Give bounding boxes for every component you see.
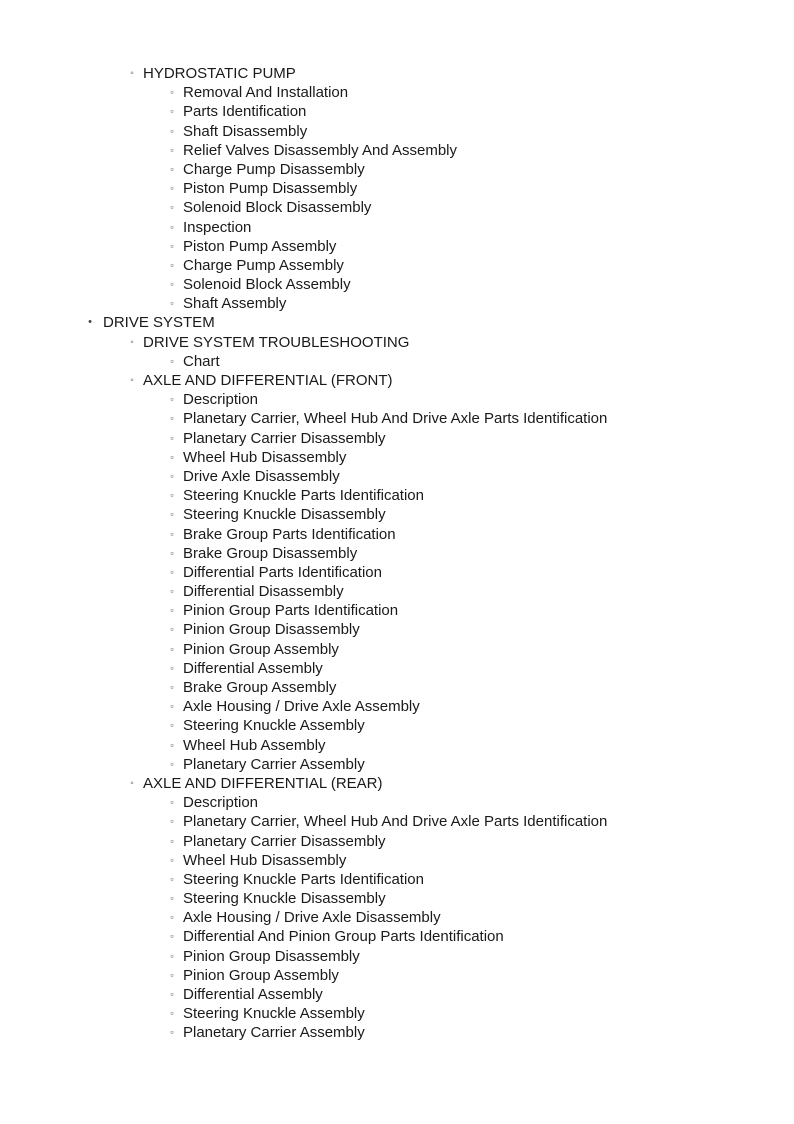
toc-entry[interactable] [0, 486, 794, 505]
toc-subsection[interactable] [0, 371, 794, 390]
bullet-icon: ▫ [170, 547, 174, 558]
bullet-icon: ▫ [170, 413, 174, 424]
toc-entry[interactable] [0, 467, 794, 486]
toc-entry-label: Brake Group Parts Identification [183, 525, 396, 543]
toc-entry-label: Brake Group Assembly [183, 679, 337, 696]
toc-entry-label: Planetary Carrier, Wheel Hub And Drive Axle Parts Identification [183, 813, 608, 831]
toc-entry-label: AXLE AND DIFFERENTIAL (REAR) [143, 774, 383, 792]
toc-entry[interactable] [0, 294, 794, 313]
toc-entry[interactable] [0, 237, 794, 256]
toc-entry-label: Piston Pump Disassembly [183, 180, 358, 198]
bullet-icon: ▫ [170, 144, 174, 155]
bullet-icon: ▫ [170, 1008, 174, 1019]
bullet-icon: ▫ [170, 624, 174, 635]
toc-entry[interactable] [0, 275, 794, 294]
toc-entry-label: Solenoid Block Disassembly [183, 199, 372, 217]
toc-entry[interactable] [0, 1023, 794, 1042]
toc-entry-label: Removal And Installation [183, 84, 349, 102]
toc-entry-label: Wheel Hub Disassembly [183, 851, 347, 869]
toc-entry-label: Planetary Carrier Disassembly [183, 429, 386, 447]
toc-subsection[interactable] [0, 64, 794, 83]
bullet-icon: ◦ [130, 777, 134, 789]
bullet-icon: ▫ [170, 643, 174, 654]
bullet-icon: ◦ [130, 336, 134, 348]
bullet-icon: ▫ [170, 835, 174, 846]
toc-entry-label: Planetary Carrier, Wheel Hub And Drive Axle Parts Identification [183, 410, 608, 428]
bullet-icon: ▫ [170, 163, 174, 174]
bullet-icon: ▫ [170, 106, 174, 117]
toc-entry[interactable] [0, 198, 794, 217]
toc-entry-label: Piston Pump Assembly [183, 237, 337, 255]
toc-entry[interactable] [0, 812, 794, 831]
toc-entry[interactable] [0, 927, 794, 946]
toc-entry-label: AXLE AND DIFFERENTIAL (FRONT) [143, 372, 393, 389]
bullet-icon: • [88, 316, 92, 329]
toc-entry[interactable] [0, 793, 794, 812]
toc-entry[interactable] [0, 582, 794, 601]
bullet-icon: ▫ [170, 240, 174, 251]
toc-entry[interactable] [0, 678, 794, 697]
toc-entry-label: Chart [183, 352, 220, 370]
toc-entry[interactable] [0, 448, 794, 467]
toc-entry-label: Differential Parts Identification [183, 563, 382, 581]
bullet-icon: ▫ [170, 662, 174, 673]
toc-entry[interactable] [0, 908, 794, 927]
toc-entry[interactable] [0, 659, 794, 678]
bullet-icon: ▫ [170, 298, 174, 309]
bullet-icon: ◦ [130, 68, 134, 79]
bullet-icon: ▫ [170, 566, 174, 577]
bullet-icon: ▫ [170, 873, 174, 884]
bullet-icon: ▫ [170, 183, 174, 194]
bullet-icon: ◦ [130, 375, 134, 386]
toc-entry[interactable] [0, 985, 794, 1004]
toc-entry[interactable] [0, 505, 794, 524]
toc-entry[interactable] [0, 697, 794, 716]
bullet-icon: ▫ [170, 989, 174, 999]
toc-entry[interactable] [0, 889, 794, 908]
toc-entry[interactable] [0, 525, 794, 544]
bullet-icon: ▫ [170, 470, 174, 481]
toc-entry[interactable] [0, 755, 794, 774]
bullet-icon: ▫ [170, 931, 174, 942]
toc-entry-label: Differential Disassembly [183, 583, 344, 601]
toc-entry-label: Axle Housing / Drive Axle Assembly [183, 698, 420, 716]
toc-entry[interactable] [0, 947, 794, 966]
bullet-icon: ▫ [170, 586, 174, 597]
bullet-icon: ▫ [170, 816, 174, 827]
toc-entry-label: Relief Valves Disassembly And Assembly [183, 141, 457, 159]
toc-entry-label: DRIVE SYSTEM [103, 314, 215, 332]
toc-entry-label: Pinion Group Assembly [183, 640, 339, 658]
bullet-icon: ▫ [170, 394, 174, 405]
toc-entry[interactable] [0, 390, 794, 409]
toc-entry-label: HYDROSTATIC PUMP [143, 65, 296, 82]
toc-entry[interactable] [0, 352, 794, 371]
toc-entry[interactable] [0, 1004, 794, 1023]
toc-entry[interactable] [0, 256, 794, 275]
toc-entry[interactable] [0, 620, 794, 639]
toc-entry-label: Pinion Group Disassembly [183, 947, 360, 965]
bullet-icon: ▫ [170, 893, 174, 904]
bullet-icon: ▫ [170, 682, 174, 692]
bullet-icon: ▫ [170, 221, 174, 232]
bullet-icon: ▫ [170, 739, 174, 750]
bullet-icon: ▫ [170, 720, 174, 731]
toc-entry[interactable] [0, 966, 794, 985]
toc-entry[interactable] [0, 160, 794, 179]
toc-entry-label: Steering Knuckle Parts Identification [183, 870, 424, 888]
toc-entry-label: Differential Assembly [183, 986, 323, 1003]
bullet-icon: ▫ [170, 355, 174, 366]
bullet-icon: ▫ [170, 87, 174, 98]
bullet-icon: ▫ [170, 202, 174, 213]
bullet-icon: ▫ [170, 969, 174, 980]
toc-entry[interactable] [0, 716, 794, 735]
toc-entry[interactable] [0, 102, 794, 121]
bullet-icon: ▫ [170, 797, 174, 808]
bullet-icon: ▫ [170, 605, 174, 616]
toc-entry-label: Axle Housing / Drive Axle Disassembly [183, 909, 441, 927]
bullet-icon: ▫ [170, 125, 174, 136]
toc-entry[interactable] [0, 83, 794, 102]
toc-section[interactable] [0, 313, 794, 332]
toc-entry-label: Parts Identification [183, 103, 307, 121]
toc-entry-label: Inspection [183, 218, 252, 236]
toc-entry[interactable] [0, 563, 794, 582]
bullet-icon: ▫ [170, 432, 174, 443]
toc-entry-label: Steering Knuckle Assembly [183, 1005, 365, 1023]
toc-entry-label: Differential Assembly [183, 659, 323, 677]
toc-entry-label: Steering Knuckle Assembly [183, 717, 365, 735]
toc-entry-label: Description [183, 391, 259, 409]
toc-entry[interactable] [0, 179, 794, 198]
bullet-icon: ▫ [170, 451, 174, 462]
toc-entry-label: Charge Pump Assembly [183, 256, 344, 274]
bullet-icon: ▫ [170, 259, 174, 270]
toc-entry-label: Drive Axle Disassembly [183, 467, 340, 485]
toc-subsection[interactable] [0, 333, 794, 352]
bullet-icon: ▫ [170, 279, 174, 290]
bullet-icon: ▫ [170, 1027, 174, 1038]
bullet-icon: ▫ [170, 701, 174, 712]
toc-entry-label: Description [183, 794, 259, 812]
toc-entry-label: Steering Knuckle Disassembly [183, 890, 386, 908]
toc-subsection[interactable] [0, 774, 794, 793]
bullet-icon: ▫ [170, 950, 174, 961]
toc-entry[interactable] [0, 141, 794, 160]
bullet-icon: ▫ [170, 490, 174, 501]
bullet-icon: ▫ [170, 912, 174, 923]
toc-entry[interactable] [0, 218, 794, 237]
table-of-contents [0, 64, 794, 1043]
toc-entry-label: Shaft Disassembly [183, 122, 308, 140]
toc-entry-label: DRIVE SYSTEM TROUBLESHOOTING [143, 333, 410, 351]
toc-entry[interactable] [0, 429, 794, 448]
toc-entry[interactable] [0, 122, 794, 141]
toc-entry-label: Wheel Hub Disassembly [183, 448, 347, 466]
toc-entry[interactable] [0, 736, 794, 755]
toc-entry[interactable] [0, 832, 794, 851]
toc-entry-label: Planetary Carrier Assembly [183, 755, 365, 773]
toc-entry[interactable] [0, 870, 794, 889]
toc-entry[interactable] [0, 640, 794, 659]
toc-entry-label: Steering Knuckle Parts Identification [183, 487, 424, 505]
toc-entry[interactable] [0, 409, 794, 428]
bullet-icon: ▫ [170, 758, 174, 769]
toc-entry-label: Steering Knuckle Disassembly [183, 506, 386, 524]
toc-entry-label: Charge Pump Disassembly [183, 160, 365, 178]
toc-entry-label: Differential And Pinion Group Parts Identification [183, 928, 504, 946]
toc-entry-label: Shaft Assembly [183, 295, 287, 313]
toc-entry-label: Pinion Group Disassembly [183, 621, 360, 639]
toc-entry[interactable] [0, 851, 794, 870]
bullet-icon: ▫ [170, 854, 174, 865]
toc-entry-label: Solenoid Block Assembly [183, 276, 351, 294]
bullet-icon: ▫ [170, 528, 174, 539]
toc-entry-label: Pinion Group Parts Identification [183, 602, 399, 620]
toc-entry-label: Brake Group Disassembly [183, 544, 358, 562]
toc-entry-label: Wheel Hub Assembly [183, 736, 326, 754]
toc-entry-label: Planetary Carrier Assembly [183, 1024, 365, 1042]
toc-entry-label: Pinion Group Assembly [183, 966, 339, 984]
bullet-icon: ▫ [170, 509, 174, 520]
toc-entry[interactable] [0, 544, 794, 563]
toc-entry-label: Planetary Carrier Disassembly [183, 832, 386, 850]
toc-entry[interactable] [0, 601, 794, 620]
